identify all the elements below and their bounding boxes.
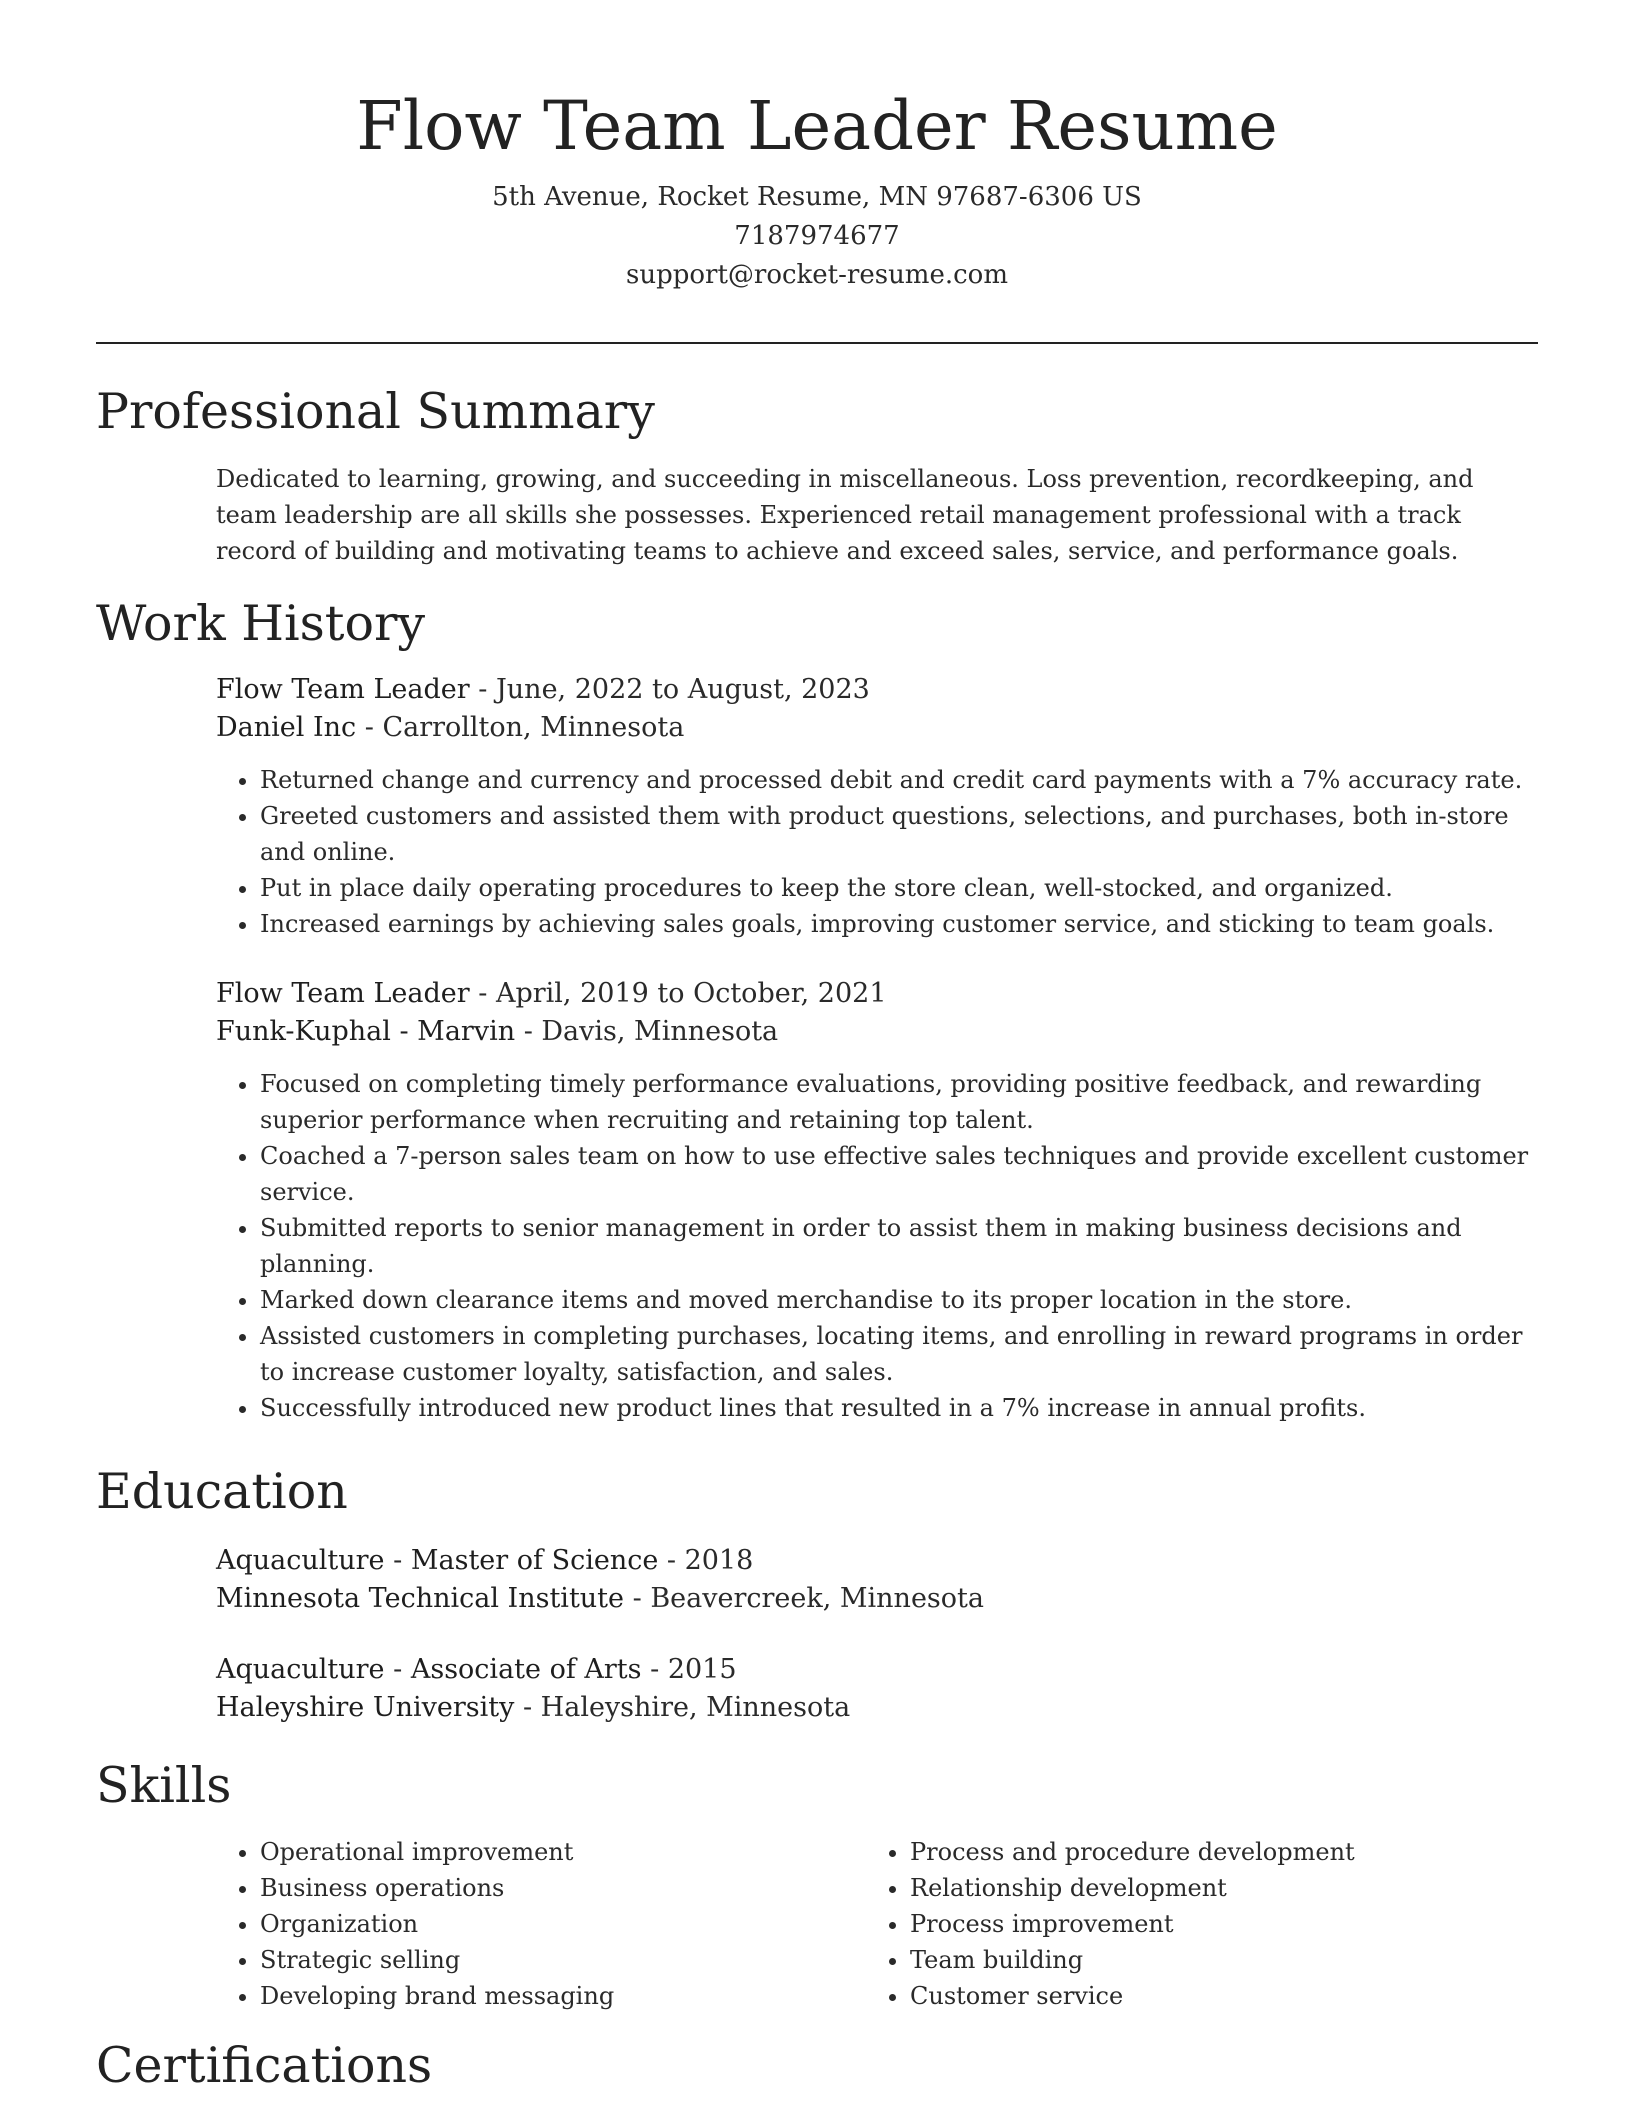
education-school-line: Minnesota Technical Institute - Beavercreek, Minnesota — [216, 1583, 984, 1614]
education-field: Aquaculture — [216, 1545, 385, 1576]
list-item: • Returned change and currency and processed debit and credit card payments with a 7% accuracy rate. — [260, 762, 1538, 798]
contact-phone: 7187974677 — [734, 221, 900, 251]
job-role: Flow Team Leader — [216, 978, 470, 1009]
education-heading: Education — [96, 1463, 348, 1520]
job-dates: April, 2019 to October, 2021 — [495, 978, 887, 1009]
list-item: • Marked down clearance items and moved merchandise to its proper location in the store. — [260, 1282, 1538, 1318]
job-title-line: Flow Team Leader - June, 2022 to August, 2023 — [216, 674, 870, 705]
education-year: 2018 — [684, 1545, 754, 1576]
job-entry — [216, 671, 1538, 942]
education-entry — [216, 1651, 1538, 1727]
education-degree: Associate of Arts — [410, 1654, 642, 1685]
job-location: Carrollton, Minnesota — [382, 712, 685, 743]
resume-header — [96, 84, 1538, 295]
job-company: Daniel Inc — [216, 712, 357, 743]
list-item: • Successfully introduced new product lines that resulted in a 7% increase in annual profits. — [260, 1390, 1538, 1426]
contact-email: support@rocket-resume.com — [625, 260, 1008, 290]
list-item: • Operational improvement — [260, 1834, 836, 1870]
header-divider — [96, 342, 1538, 344]
summary-block — [216, 461, 1538, 569]
list-item: • Customer service — [910, 1978, 1486, 2014]
job-entry — [216, 975, 1538, 1426]
list-item: • Relationship development — [910, 1870, 1486, 1906]
list-item: • Greeted customers and assisted them with product questions, selections, and purchases, both in-store and online. — [260, 798, 1538, 870]
job-company-line: Funk-Kuphal - Marvin - Davis, Minnesota — [216, 1016, 779, 1047]
list-item: • Put in place daily operating procedures to keep the store clean, well-stocked, and organized. — [260, 870, 1538, 906]
skills-list-right — [866, 1834, 1486, 2014]
education-degree-line: Aquaculture - Associate of Arts - 2015 — [216, 1654, 737, 1685]
education-entry — [216, 1542, 1538, 1618]
summary-heading: Professional Summary — [96, 383, 655, 440]
education-field: Aquaculture — [216, 1654, 385, 1685]
contact-address: 5th Avenue, Rocket Resume, MN 97687-6306 US — [492, 182, 1142, 212]
list-item: • Strategic selling — [260, 1942, 836, 1978]
work-history-heading: Work History — [96, 595, 426, 652]
education-location: Haleyshire, Minnesota — [540, 1692, 851, 1723]
job-title-line: Flow Team Leader - April, 2019 to October, 2021 — [216, 978, 887, 1009]
list-item: • Submitted reports to senior management in order to assist them in making business decisions and planning. — [260, 1210, 1538, 1282]
list-item: • Business operations — [260, 1870, 836, 1906]
list-item: • Process and procedure development — [910, 1834, 1486, 1870]
skills-list-left — [216, 1834, 836, 2014]
education-school: Haleyshire University — [216, 1692, 515, 1723]
job-bullets — [216, 762, 1538, 942]
job-dates: June, 2022 to August, 2023 — [495, 674, 870, 705]
resume-title: Flow Team Leader Resume — [356, 87, 1278, 165]
list-item: • Coached a 7-person sales team on how to use effective sales techniques and provide excellent customer service. — [260, 1138, 1538, 1210]
job-company-line: Daniel Inc - Carrollton, Minnesota — [216, 712, 685, 743]
summary-text: Dedicated to learning, growing, and succeeding in miscellaneous. Loss prevention, recordkeeping, and team leadership are all skills she possesses. Experienced retail management professional with a track record of building and motivating teams to achieve and exceed sales, service, and performance goals. — [216, 465, 1474, 565]
education-school-line: Haleyshire University - Haleyshire, Minnesota — [216, 1692, 851, 1723]
education-degree: Master of Science — [410, 1545, 659, 1576]
certifications-heading: Certifications — [96, 2037, 433, 2094]
skills-heading: Skills — [96, 1757, 232, 1814]
job-location: Davis, Minnesota — [541, 1016, 779, 1047]
list-item: • Developing brand messaging — [260, 1978, 836, 2014]
skills-column-right — [866, 1834, 1486, 2014]
education-year: 2015 — [667, 1654, 737, 1685]
job-role: Flow Team Leader — [216, 674, 470, 705]
list-item: • Team building — [910, 1942, 1486, 1978]
education-degree-line: Aquaculture - Master of Science - 2018 — [216, 1545, 754, 1576]
skills-column-left — [216, 1834, 836, 2014]
job-company: Funk-Kuphal - Marvin — [216, 1016, 516, 1047]
list-item: • Focused on completing timely performance evaluations, providing positive feedback, and rewarding superior performance when recruiting and retaining top talent. — [260, 1066, 1538, 1138]
list-item: • Increased earnings by achieving sales goals, improving customer service, and sticking to team goals. — [260, 906, 1538, 942]
list-item: • Assisted customers in completing purchases, locating items, and enrolling in reward programs in order to increase customer loyalty, satisfaction, and sales. — [260, 1318, 1538, 1390]
education-location: Beavercreek, Minnesota — [650, 1583, 984, 1614]
list-item: • Organization — [260, 1906, 836, 1942]
education-school: Minnesota Technical Institute — [216, 1583, 625, 1614]
list-item: • Process improvement — [910, 1906, 1486, 1942]
job-bullets — [216, 1066, 1538, 1426]
